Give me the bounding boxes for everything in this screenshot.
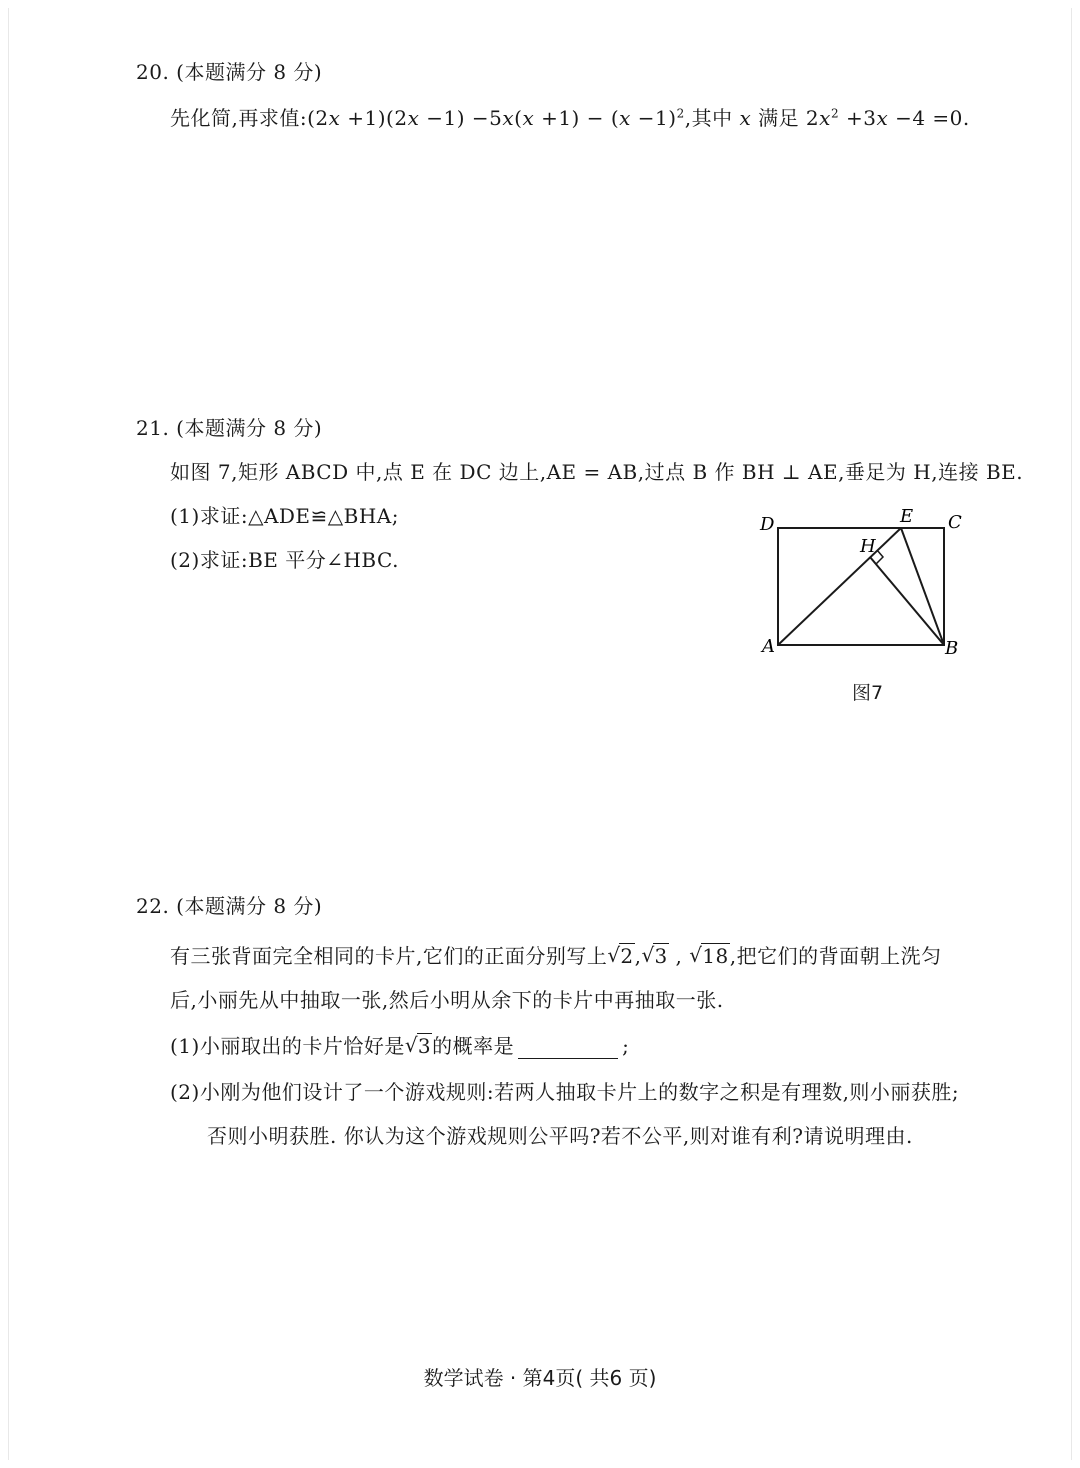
- q22-part2-line1: (2)小刚为他们设计了一个游戏规则:若两人抽取卡片上的数字之积是有理数,则小丽获胜;: [170, 1080, 960, 1104]
- q22-statement-line1: 有三张背面完全相同的卡片,它们的正面分别写上 √ 2, √ 3 , √ 18,把它们的背面朝上洗匀: [170, 943, 942, 968]
- label-e: E: [900, 506, 914, 527]
- q22-statement-line2: 后,小丽先从中抽取一张,然后小明从余下的卡片中再抽取一张.: [170, 988, 724, 1012]
- label-c: C: [948, 512, 962, 533]
- segment-be: [901, 528, 944, 645]
- q21-statement: 如图 7,矩形 ABCD 中,点 E 在 DC 边上,AE = AB,过点 B 作 BH ⊥ AE,垂足为 H,连接 BE.: [170, 460, 1024, 484]
- sqrt-2: √ 2: [607, 943, 634, 968]
- segment-bh: [870, 557, 944, 645]
- q21-part2: (2)求证:BE 平分∠HBC.: [170, 548, 399, 572]
- q22-part2-line2: 否则小明获胜. 你认为这个游戏规则公平吗?若不公平,则对谁有利?请说明理由.: [207, 1124, 913, 1148]
- sqrt-18: √ 18: [689, 943, 729, 968]
- sqrt-3: √ 3: [641, 943, 668, 968]
- label-h: H: [860, 536, 876, 557]
- q22-part1: (1)小丽取出的卡片恰好是 √ 3的概率是 ;: [170, 1033, 630, 1058]
- q21-header: 21. (本题满分 8 分): [136, 416, 323, 440]
- figure-caption: 图7: [852, 682, 884, 704]
- page-footer: 数学试卷 · 第4页( 共6 页): [423, 1366, 657, 1390]
- label-a: A: [762, 636, 775, 657]
- answer-blank[interactable]: [518, 1038, 618, 1059]
- label-b: B: [945, 638, 959, 659]
- sqrt-3-part1: √ 3: [404, 1033, 432, 1058]
- label-d: D: [760, 514, 775, 535]
- q22-header: 22. (本题满分 8 分): [136, 894, 323, 918]
- q21-part1: (1)求证:△ADE≌△BHA;: [170, 504, 399, 528]
- figure-7-rectangle-diagram: [748, 500, 978, 670]
- page-frame: [8, 8, 1072, 1460]
- q20-expression: 先化简,再求值:(2x $+1)(2x -1) -5x(x +1) - (x -1)^2$,其中 x 满足 $2x^2 +3x -4 =0$.: [170, 106, 970, 130]
- segment-ae: [778, 528, 901, 645]
- q20-header: 20. (本题满分 8 分): [136, 60, 323, 84]
